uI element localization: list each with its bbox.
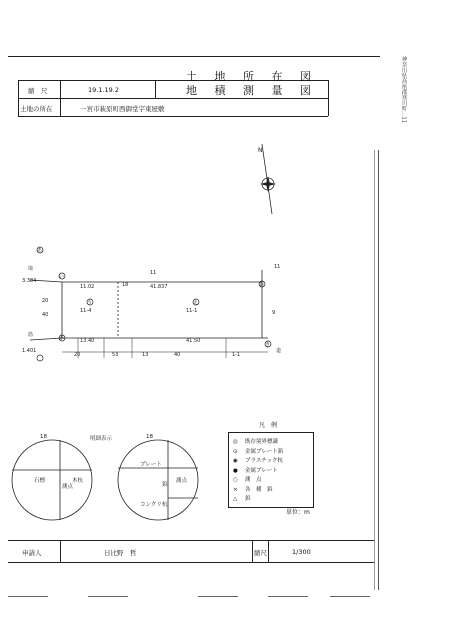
- svg-text:9: 9: [272, 310, 276, 316]
- detail-left-label-1: 石標: [34, 478, 46, 484]
- legend-text: 既存境界標識: [245, 439, 279, 445]
- legend-text: 各 種 鋲: [245, 486, 273, 493]
- legend-row: [233, 437, 278, 445]
- legend-symbol: ●: [233, 467, 238, 474]
- legend-text: 金属プレート: [245, 467, 278, 474]
- detail-right-label-2: 測点: [176, 478, 188, 484]
- title-line1: 土 地 所 在 図: [186, 70, 318, 83]
- svg-text:い: い: [59, 274, 65, 280]
- detail-left-label-2: 測点: [62, 484, 74, 490]
- legend-footer: 単位：m: [286, 509, 310, 516]
- applicant-label: 申請人: [22, 549, 42, 557]
- north-arrow-icon: [260, 144, 276, 214]
- svg-text:え: え: [193, 300, 199, 306]
- detail-left-title: 明細表示: [90, 436, 113, 442]
- svg-text:41.837: 41.837: [150, 284, 168, 290]
- legend-symbol: ×: [233, 486, 238, 493]
- svg-text:13.40: 13.40: [80, 338, 95, 344]
- legend-text: 測 点: [245, 477, 262, 483]
- legend-box: [228, 422, 314, 508]
- scale-label: 縮尺: [254, 549, 267, 557]
- legend-text: 金属プレート鋲: [245, 448, 284, 455]
- detail-left-label-3: 木杭: [72, 478, 84, 484]
- lot-plan: [0, 130, 372, 390]
- svg-text:境: 境: [28, 266, 34, 272]
- legend-symbol: ⊙: [233, 448, 238, 455]
- svg-text:11.02: 11.02: [80, 284, 95, 290]
- svg-text:11-1: 11-1: [186, 308, 198, 314]
- location-value: 一宮市萩原町西御堂字東屋敷: [80, 105, 165, 113]
- side-stamp: 神奈川県高座郡寒川町...11: [400, 56, 407, 124]
- detail-right-label-4: コンクリ杭: [140, 502, 168, 508]
- legend-symbol: ○: [233, 477, 238, 483]
- svg-text:53: 53: [112, 352, 119, 358]
- legend-symbol: ◉: [233, 458, 238, 464]
- svg-text:3.384: 3.384: [22, 278, 37, 284]
- legend-row: [233, 456, 283, 464]
- location-label: 土地の所在: [20, 105, 53, 113]
- svg-text:1-1: 1-1: [232, 352, 241, 358]
- svg-text:13: 13: [142, 352, 149, 358]
- legend-text: 鋲: [245, 496, 251, 502]
- svg-text:41.50: 41.50: [186, 338, 201, 344]
- svg-text:20: 20: [74, 352, 81, 358]
- svg-text:1.401: 1.401: [22, 348, 37, 354]
- north-label: N: [258, 147, 263, 154]
- legend-row: [233, 485, 273, 493]
- code-value: 19.1.19.2: [88, 86, 120, 94]
- svg-text:18: 18: [122, 282, 129, 288]
- svg-text:あ: あ: [37, 248, 43, 254]
- detail-right-label-3: 鋲: [162, 482, 168, 488]
- svg-text:11: 11: [274, 264, 281, 270]
- legend-row: [233, 475, 262, 483]
- applicant-value: 日比野 哲: [104, 549, 137, 557]
- title-line2: 地 積 測 量 図: [186, 84, 318, 97]
- svg-text:か: か: [59, 336, 65, 342]
- detail-diagrams: [0, 420, 220, 530]
- legend-row: [233, 447, 283, 455]
- svg-text:20: 20: [42, 298, 49, 304]
- legend-symbol: △: [233, 496, 238, 502]
- legend-row: [233, 466, 278, 474]
- legend-row: [233, 494, 251, 502]
- detail-right-label-1: プレート: [140, 462, 162, 468]
- legend-symbol: ◎: [233, 439, 238, 445]
- legend-title: 凡 例: [259, 422, 278, 429]
- svg-text:40: 40: [174, 352, 181, 358]
- svg-text:11: 11: [150, 270, 157, 276]
- svg-text:筋: 筋: [28, 332, 34, 338]
- svg-text:11-4: 11-4: [80, 308, 92, 314]
- svg-text:道: 道: [276, 348, 282, 354]
- svg-text:う: う: [87, 300, 93, 306]
- svg-text:お: お: [259, 282, 265, 288]
- svg-text:40: 40: [42, 312, 49, 318]
- scale-value: 1/300: [292, 548, 311, 556]
- detail-right-ref: 18: [146, 434, 153, 440]
- code-label: 縮 尺: [28, 87, 48, 95]
- detail-left-ref: 18: [40, 434, 47, 440]
- svg-text:き: き: [265, 342, 271, 348]
- legend-text: プラスチック杭: [245, 458, 284, 464]
